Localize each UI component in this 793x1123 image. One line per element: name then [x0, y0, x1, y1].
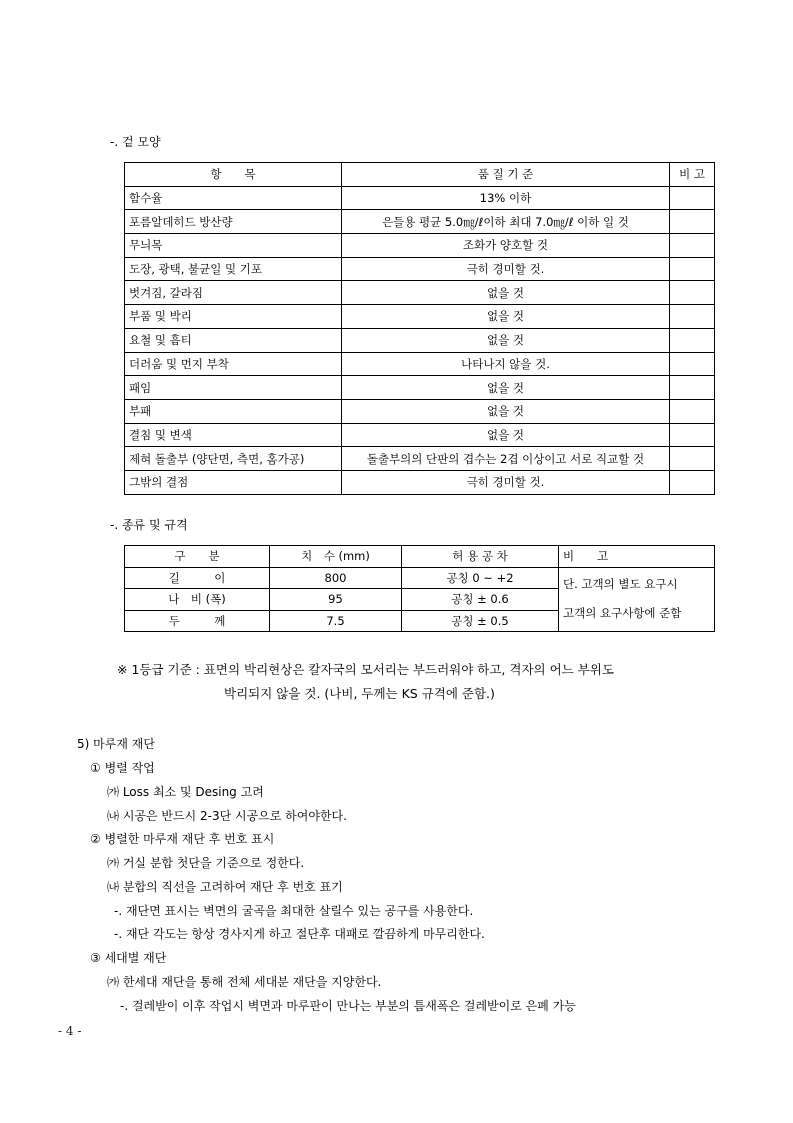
remark-line: 단. 고객의 별도 요구시: [563, 577, 678, 592]
remark-cell: [670, 376, 715, 400]
standard-cell: 없을 것: [342, 423, 670, 447]
table-cell: 두 께: [125, 610, 270, 632]
header-cell: 허 용 공 차: [402, 546, 559, 568]
table-row: [125, 281, 715, 305]
remark-cell: [670, 423, 715, 447]
table-cell: 공칭 ± 0.6: [402, 589, 559, 611]
list-item: ② 병렬한 마루재 재단 후 번호 표시: [90, 832, 275, 846]
standard-cell: 나타나지 않을 것.: [342, 352, 670, 376]
table-row: [125, 470, 715, 494]
page-number: - 4 -: [58, 1024, 82, 1038]
remark-cell: [670, 281, 715, 305]
standard-cell: 돌출부의의 단판의 겹수는 2겹 이상이고 서로 직교할 것: [342, 447, 670, 471]
remark-cell: [670, 257, 715, 281]
list-item: ㈎ 거실 분합 첫단을 기준으로 정한다.: [107, 856, 305, 870]
item-cell: 부품 및 박리: [125, 305, 342, 329]
grade-note-line: 박리되지 않을 것. (나비, 두께는 KS 규격에 준함.): [224, 686, 495, 701]
table-row: [125, 210, 715, 234]
item-cell: 포름알데히드 방산량: [125, 210, 342, 234]
table-row: [125, 305, 715, 329]
item-cell: 무늬목: [125, 234, 342, 258]
section-heading-appearance: -. 겉 모양: [110, 135, 161, 149]
standard-cell: 13% 이하: [342, 186, 670, 210]
table-row: [125, 186, 715, 210]
standard-cell: 없을 것: [342, 305, 670, 329]
list-item: ③ 세대별 재단: [90, 951, 167, 965]
item-cell: 그밖의 결점: [125, 470, 342, 494]
table-row: [125, 257, 715, 281]
standard-cell: 없을 것: [342, 376, 670, 400]
table-row: [125, 352, 715, 376]
remark-cell: [670, 234, 715, 258]
list-item: ㈎ 한세대 재단을 통해 전체 세대분 재단을 지양한다.: [107, 975, 382, 989]
standard-cell: 없을 것: [342, 328, 670, 352]
standard-cell: 조화가 양호할 것: [342, 234, 670, 258]
standard-cell: 없을 것: [342, 281, 670, 305]
item-cell: 부패: [125, 399, 342, 423]
table-cell: 800: [270, 567, 402, 589]
table-cell: 공칭 0 ~ +2: [402, 567, 559, 589]
remark-cell: [559, 567, 715, 632]
header-cell: 품 질 기 준: [342, 163, 670, 187]
header-cell: 비 고: [559, 546, 715, 568]
item-cell: 함수율: [125, 186, 342, 210]
item-cell: 패임: [125, 376, 342, 400]
table-cell: 7.5: [270, 610, 402, 632]
appearance-quality-table: [124, 162, 715, 495]
list-item: -. 재단 각도는 항상 경사지게 하고 절단후 대패로 깔끔하게 마무리한다.: [114, 927, 485, 941]
remark-cell: [670, 399, 715, 423]
table-row: [125, 376, 715, 400]
standard-cell: 은들용 평균 5.0㎎/ℓ이하 최대 7.0㎎/ℓ 이하 일 것: [342, 210, 670, 234]
header-cell: 치 수 (mm): [270, 546, 402, 568]
standard-cell: 극히 경미할 것.: [342, 257, 670, 281]
table-row: [125, 447, 715, 471]
grade-note-line: ※ 1등급 기준 : 표면의 박리현상은 칼자국의 모서리는 부드러워야 하고, 격자의 어느 부위도: [117, 662, 614, 677]
section-title-floor-cutting: 5) 마루재 재단: [77, 737, 155, 751]
remark-cell: [670, 210, 715, 234]
item-cell: 벗겨짐, 갈라짐: [125, 281, 342, 305]
table-cell: 길 이: [125, 567, 270, 589]
list-item: ① 병렬 작업: [90, 761, 155, 775]
specification-table: [124, 545, 715, 632]
table-row: [125, 234, 715, 258]
list-item: ㈎ Loss 최소 및 Desing 고려: [107, 785, 264, 799]
table-cell: 나 비 (폭): [125, 589, 270, 611]
item-cell: 제혀 돌출부 (양단면, 측면, 홈가공): [125, 447, 342, 471]
remark-cell: [670, 305, 715, 329]
item-cell: 더러움 및 먼지 부착: [125, 352, 342, 376]
remark-cell: [670, 328, 715, 352]
table-row: [125, 399, 715, 423]
remark-line: 고객의 요구사항에 준함: [563, 606, 682, 621]
list-item: -. 걸레받이 이후 작업시 벽면과 마루판이 만나는 부분의 틈새폭은 걸레받이로 은폐 가능: [120, 999, 576, 1013]
item-cell: 결침 및 변색: [125, 423, 342, 447]
standard-cell: 없을 것: [342, 399, 670, 423]
table-row: [125, 328, 715, 352]
table-cell: 공칭 ± 0.5: [402, 610, 559, 632]
table-row: [125, 423, 715, 447]
standard-cell: 극히 경미할 것.: [342, 470, 670, 494]
remark-cell: [670, 447, 715, 471]
table-header-row: [125, 546, 715, 568]
remark-cell: [670, 470, 715, 494]
header-cell: 비 고: [670, 163, 715, 187]
remark-cell: [670, 186, 715, 210]
header-cell: 구 분: [125, 546, 270, 568]
list-item: ㈏ 시공은 반드시 2-3단 시공으로 하여야한다.: [107, 809, 347, 823]
item-cell: 요철 및 흠티: [125, 328, 342, 352]
item-cell: 도장, 광택, 불균일 및 기포: [125, 257, 342, 281]
list-item: ㈏ 분합의 직선을 고려하여 재단 후 번호 표기: [107, 880, 343, 894]
table-cell: 95: [270, 589, 402, 611]
section-heading-types: -. 종류 및 규격: [110, 518, 188, 532]
list-item: -. 재단면 표시는 벽면의 굴곡을 최대한 살릴수 있는 공구를 사용한다.: [114, 904, 474, 918]
remark-cell: [670, 352, 715, 376]
table-header-row: [125, 163, 715, 187]
header-cell: 항 목: [125, 163, 342, 187]
table-row: [125, 567, 715, 589]
